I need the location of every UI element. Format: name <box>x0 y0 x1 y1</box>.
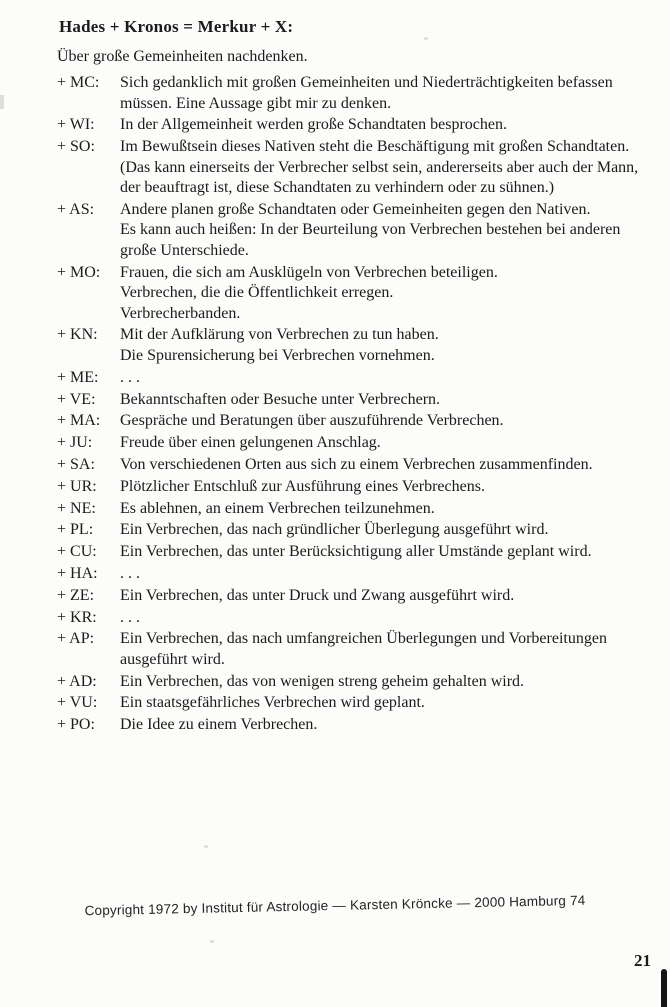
entry-lines <box>120 477 662 498</box>
entry-text-line: (Das kann einerseits der Verbrecher selbst sein, andererseits aber auch der Mann, <box>120 158 639 176</box>
entry-text-line: Es kann auch heißen: In der Beurteilung von Verbrechen bestehen bei anderen <box>120 221 621 239</box>
page-title: Hades + Kronos = Merkur + X: <box>59 17 294 36</box>
entry-label: + AS: <box>57 200 95 218</box>
entry-text-line: Ein Verbrechen, das nach umfangreichen Überlegungen und Vorbereitungen <box>120 630 607 648</box>
entry-row <box>57 520 662 541</box>
entry-lines <box>120 499 662 520</box>
entry-row <box>57 115 662 136</box>
entry-label: + AP: <box>57 630 95 648</box>
entry-row <box>57 390 662 411</box>
entry-row <box>57 137 662 199</box>
entry-row <box>57 433 662 454</box>
entry-label: + SA: <box>57 455 95 473</box>
entry-label: + VU: <box>57 694 98 712</box>
entry-row <box>57 499 662 520</box>
entry-text-line: Ein Verbrechen, das unter Druck und Zwang ausgeführt wird. <box>120 586 515 604</box>
entry-lines <box>120 115 662 136</box>
entry-row <box>57 715 662 736</box>
entry-label: + MO: <box>57 263 101 281</box>
entry-row <box>57 200 662 262</box>
entry-row <box>57 542 662 563</box>
entry-label: + MA: <box>57 412 101 430</box>
entry-row <box>57 693 662 714</box>
entry-label: + AD: <box>57 672 97 690</box>
scan-speck <box>210 940 214 943</box>
entry-lines <box>120 390 662 411</box>
entry-lines <box>120 629 662 670</box>
scan-speck <box>424 37 428 40</box>
entry-row <box>57 672 662 693</box>
page-content <box>57 16 662 737</box>
entry-lines <box>120 693 662 714</box>
entry-text-line: Ein Verbrechen, das nach gründlicher Überlegung ausgeführt wird. <box>120 521 549 539</box>
entry-label: + KR: <box>57 608 97 626</box>
page-number: 21 <box>634 951 651 970</box>
entry-row <box>57 325 662 366</box>
entry-lines <box>120 672 662 693</box>
entry-label: + CU: <box>57 543 97 561</box>
entry-lines <box>120 542 662 563</box>
entry-lines <box>120 586 662 607</box>
entry-row <box>57 263 662 325</box>
entry-row <box>57 73 662 114</box>
entry-text-line: Es ablehnen, an einem Verbrechen teilzunehmen. <box>120 499 435 517</box>
entry-text-line: In der Allgemeinheit werden große Schandtaten besprochen. <box>120 116 507 134</box>
entry-row <box>57 455 662 476</box>
entry-text-line: Die Spurensicherung bei Verbrechen vornehmen. <box>120 346 435 364</box>
scan-speck <box>204 845 208 848</box>
entry-label: + WI: <box>57 116 95 134</box>
entry-lines <box>120 368 662 389</box>
entry-text-line: große Unterschiede. <box>120 241 249 259</box>
entry-text-line: Ein Verbrechen, das unter Berücksichtigung aller Umstände geplant wird. <box>120 543 592 561</box>
entry-lines <box>120 608 662 629</box>
entry-text-line: müssen. Eine Aussage gibt mir zu denken. <box>120 94 392 112</box>
entry-lines <box>120 564 662 585</box>
entry-row <box>57 368 662 389</box>
entry-label: + SO: <box>57 138 95 156</box>
entry-label: + PL: <box>57 521 94 539</box>
entry-text-line: Sich gedanklich mit großen Gemeinheiten und Niederträchtigkeiten befassen <box>120 74 613 91</box>
entry-label: + JU: <box>57 434 93 452</box>
entry-row <box>57 564 662 585</box>
entry-text-line: Andere planen große Schandtaten oder Gemeinheiten gegen den Nativen. <box>120 200 591 218</box>
entry-text-line: Bekanntschaften oder Besuche unter Verbrechern. <box>120 390 441 408</box>
entry-label: + NE: <box>57 499 96 517</box>
entry-lines <box>120 715 662 736</box>
entry-text-line: Frauen, die sich am Ausklügeln von Verbrechen beteiligen. <box>120 263 498 281</box>
entry-row <box>57 629 662 670</box>
entry-text-line: Plötzlicher Entschluß zur Ausführung eines Verbrechens. <box>120 477 485 495</box>
entry-text-line: ausgeführt wird. <box>120 650 225 668</box>
scan-edge-mark <box>661 969 667 1007</box>
entry-label: + UR: <box>57 477 97 495</box>
entry-label: + KN: <box>57 326 98 344</box>
scan-smudge <box>0 95 4 109</box>
entry-lines <box>120 325 662 366</box>
entry-lines <box>120 200 662 262</box>
entry-text-line: . . . <box>120 368 140 386</box>
entry-text-line: Gespräche und Beratungen über auszuführende Verbrechen. <box>120 412 504 430</box>
entry-text-line: der beauftragt ist, diese Schandtaten zu verhindern oder zu sühnen.) <box>120 179 555 197</box>
copyright-line: Copyright 1972 by Institut für Astrologie — Karsten Kröncke — 2000 Hamburg 74 <box>84 892 586 919</box>
entries <box>57 73 662 736</box>
entry-text-line: . . . <box>120 564 140 582</box>
entry-label: + VE: <box>57 390 96 408</box>
entry-row <box>57 586 662 607</box>
entry-label: + ME: <box>57 368 99 386</box>
entry-label: + MC: <box>57 74 100 91</box>
entry-label: + PO: <box>57 716 95 734</box>
entry-text-line: Ein Verbrechen, das von wenigen streng geheim gehalten wird. <box>120 672 525 690</box>
entry-text-line: Freude über einen gelungenen Anschlag. <box>120 434 381 452</box>
entry-row <box>57 411 662 432</box>
entry-lines <box>120 411 662 432</box>
entry-text-line: . . . <box>120 608 140 626</box>
entry-lines <box>120 137 662 199</box>
entry-text-line: Die Idee zu einem Verbrechen. <box>120 716 318 734</box>
entry-lines <box>120 520 662 541</box>
entry-lines <box>120 73 662 114</box>
entry-row <box>57 477 662 498</box>
entry-label: + HA: <box>57 564 98 582</box>
entry-lines <box>120 433 662 454</box>
entry-text-line: Ein staatsgefährliches Verbrechen wird geplant. <box>120 694 425 712</box>
entry-text-line: Im Bewußtsein dieses Nativen steht die Beschäftigung mit großen Schandtaten. <box>120 138 630 156</box>
entry-row <box>57 608 662 629</box>
entry-label: + ZE: <box>57 586 95 604</box>
entry-text-line: Verbrecherbanden. <box>120 304 241 322</box>
entry-text-line: Mit der Aufklärung von Verbrechen zu tun haben. <box>120 326 439 344</box>
entry-text-line: Von verschiedenen Orten aus sich zu einem Verbrechen zusammenfinden. <box>120 455 593 473</box>
page-subtitle: Über große Gemeinheiten nachdenken. <box>57 48 308 65</box>
entry-text-line: Verbrechen, die die Öffentlichkeit erregen. <box>120 284 394 302</box>
entry-lines <box>120 455 662 476</box>
entry-lines <box>120 263 662 325</box>
